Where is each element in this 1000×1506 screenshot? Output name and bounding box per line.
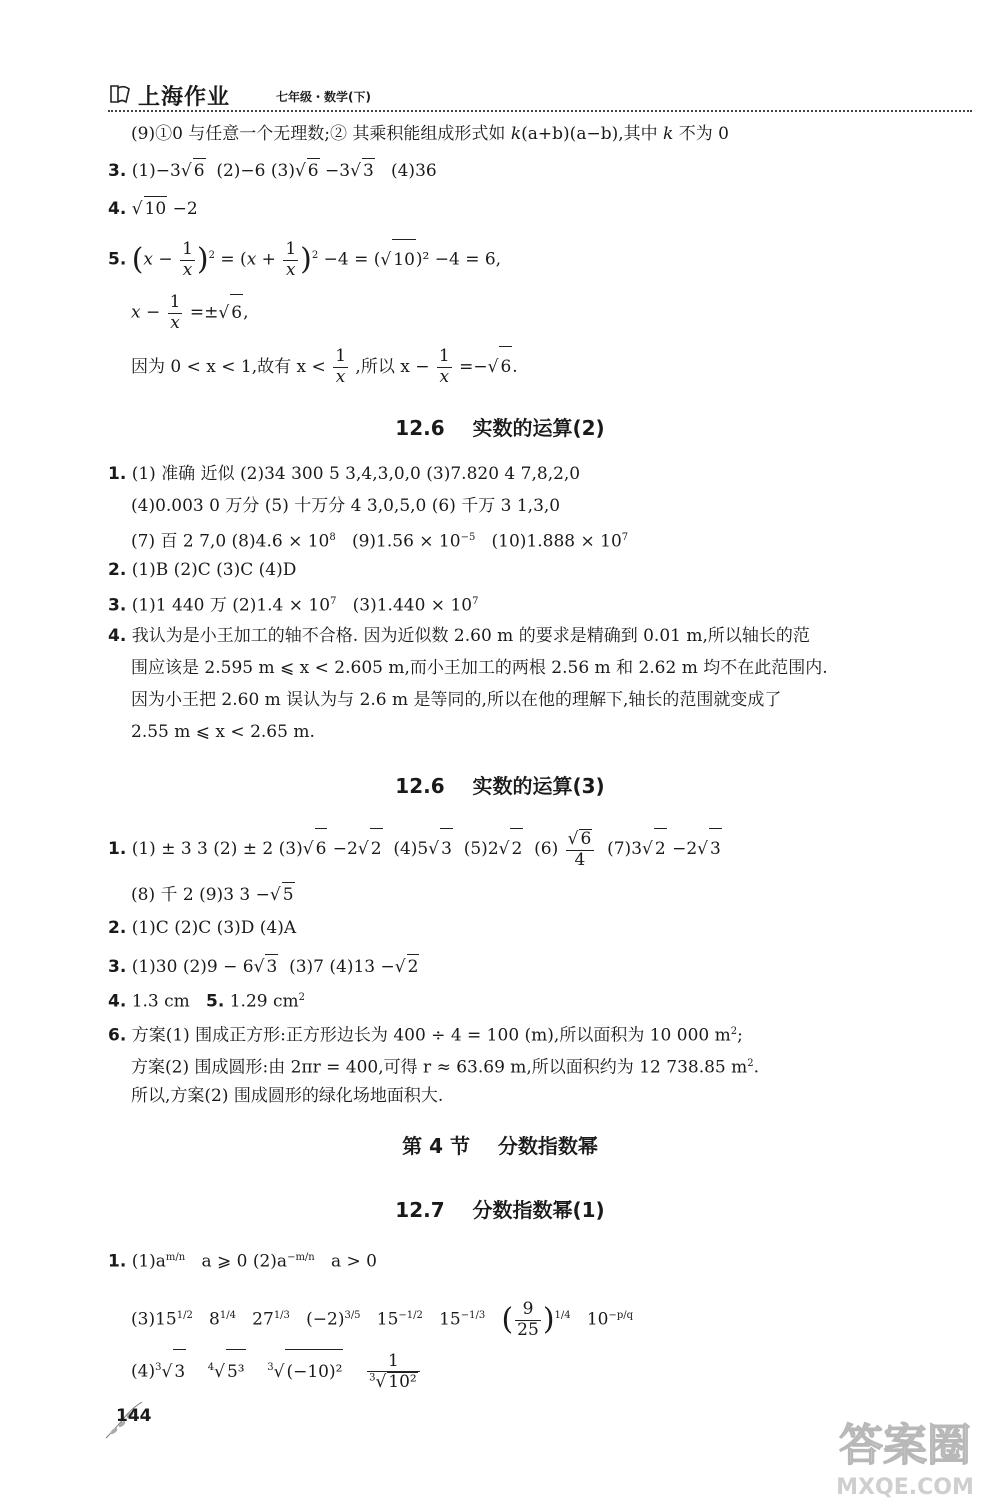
page-header [108, 80, 972, 110]
answer-q4: 4. √ 10 −2 [108, 196, 198, 221]
answer-a2: 2. (1)B (2)C (3)C (4)D [108, 560, 297, 580]
answer-a4-line2: 围应该是 2.595 m ⩽ x < 2.605 m,而小王加工的两根 2.56 m 和 2.62 m 均不在此范围内. [131, 658, 828, 678]
answer-b1-line2: (8) 千 2 (9)3 3 −√ 5 [131, 882, 295, 907]
answer-c1-line1: 1. $(1)a^{m/n}$ a ⩾ 0 $(2)a^{-m/n}$ a > 0 [108, 1251, 377, 1272]
answer-q5-line2: x − $\frac{1}{x}$ =±√ 6, [131, 293, 248, 333]
answer-c1-line3: $(4)^3√$ 3 $^4$√ 5³ $^3$√ (−10)² $\frac{1}{^3√ 10^2}$ [131, 1346, 422, 1394]
answer-b2: 2. (1)C (2)C (3)D (4)A [108, 918, 297, 938]
answer-b3: 3. (1)30 (2)9 − 6√ 3 (3)7 (4)13 −√ 2 [108, 954, 419, 979]
answer-a4-line3: 因为小王把 2.60 m 误认为与 2.6 m 是等同的,所以在他的理解下,轴长的范围就变成了 [131, 690, 782, 710]
answer-b1-line1: 1. (1) ± 3 3 (2) ± 2 (3)√ 6 −2√ 2 (4)5√ 3 (5)2√ 2 (6) √ $\frac{6}{4}$ (7)3√ 2 −2√ 3 [108, 828, 722, 870]
answer-a1-line3: (7) 百 2 7,0 $(8)4.6 \times 10^8$ $(9)1.56 \times 10^{-5}$ $(10)1.888 \times 10^7$ [131, 531, 629, 552]
answer-b6-line1: 6. 方案(1) 围成正方形:正方形边长为 400 ÷ 4 = 100 (m),所以面积为 10 000 $m^2$; [108, 1025, 743, 1046]
section-title-12-7-1: 12.7 分数指数幂(1) [395, 1198, 605, 1222]
answer-a4-line4: 2.55 m ⩽ x < 2.65 m. [131, 722, 315, 742]
answer-q5-line1: 5. (x − $\frac{1}{x}$ )$^2$ = (x + $\frac{1}{x}$ )$^2$ −4 = (√ 10)² −4 = 6, [108, 236, 501, 280]
section-title-12-6-3: 12.6 实数的运算(3) [395, 774, 605, 798]
answer-b4-b5: 4. 1.3 cm 5. 1.29 $cm^2$ [108, 991, 305, 1012]
section-title-part-4: 第 4 节 分数指数幂 [402, 1134, 598, 1158]
answer-line-9: (9)①0 与任意一个无理数;② 其乘积能组成形式如 k(a+b)(a−b),其中 k 不为 0 [131, 124, 729, 144]
header-brand: 上海作业 [138, 85, 231, 110]
answer-a3: 3. (1)1 440 万 $(2)1.4 \times 10^7$ $(3)1.440 \times 10^7$ [108, 595, 479, 616]
watermark-logo [820, 1408, 990, 1502]
watermark-bottom-text: MXQE.COM [836, 1475, 974, 1500]
answer-a4-line1: 4. 我认为是小王加工的轴不合格. 因为近似数 2.60 m 的要求是精确到 0.01 m,所以轴长的范 [108, 626, 810, 646]
answer-q3: 3. (1)−3√ 6 (2)−6 (3)√ 6 −3√ 3 (4)36 [108, 158, 437, 183]
answer-b6-line3: 所以,方案(2) 围成圆形的绿化场地面积大. [131, 1086, 444, 1106]
section-title-12-6-2: 12.6 实数的运算(2) [395, 416, 605, 440]
book-logo-icon [108, 82, 132, 106]
answer-a1-line2: (4)0.003 0 万分 (5) 十万分 4 3,0,5,0 (6) 千万 3 1,3,0 [131, 496, 561, 516]
answer-a1-line1: 1. (1) 准确 近似 (2)34 300 5 3,4,3,0,0 (3)7.820 4 7,8,2,0 [108, 464, 581, 484]
header-divider [108, 110, 972, 112]
header-subtitle: 七年级・数学(下) [276, 90, 371, 104]
watermark-top-text: 答案圈 [839, 1420, 971, 1471]
answer-c1-line2: $(3)15^{1/2}$ $8^{1/4}$ $27^{1/3}$ $(-2)^{3/5}$ $15^{-1/2}$ $15^{-1/3}$ ( $\frac{9}{25}$ )$^{1/4}$ $10^{-p/q}$ [131, 1299, 634, 1340]
page-number: 144 [116, 1406, 152, 1426]
answer-q5-line3: 因为 0 < x < 1,故有 x < $\frac{1}{x}$ ,所以 x − $\frac{1}{x}$ =−√ 6. [131, 346, 518, 388]
answer-b6-line2: 方案(2) 围成圆形:由 2πr = 400,可得 r ≈ 63.69 m,所以面积约为 12 738.85 $m^2$. [131, 1057, 760, 1078]
